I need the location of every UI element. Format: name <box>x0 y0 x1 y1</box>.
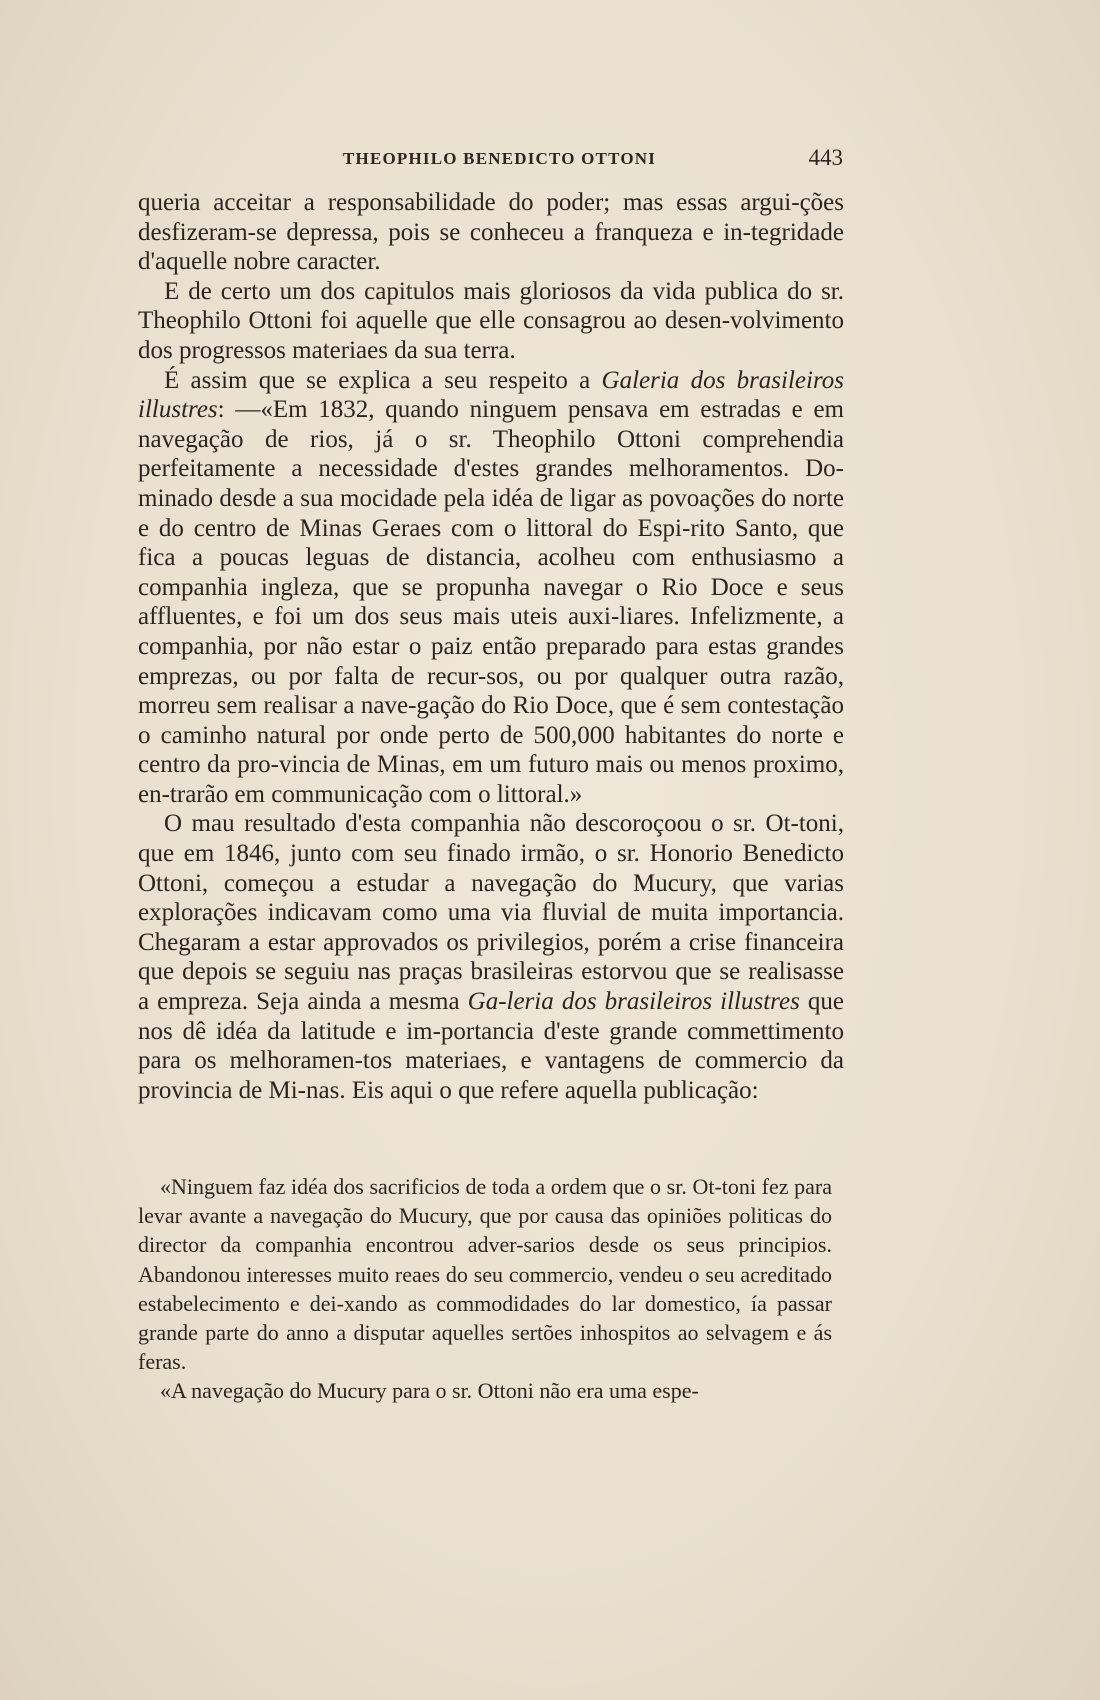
quote-paragraph-1: «Ninguem faz idéa dos sacrificios de toda a ordem que o sr. Ot-toni fez para levar avante a navegação do Mucury, que por causa das opiniões politicas do director da companhia encontrou adver-sarios desde os seus principios. Abandonou interesses muito reaes do seu commercio, vendeu o seu acreditado estabelecimento e dei-xando as commodidades do lar domestico, ía passar grande parte do anno a disputar aquelles sertões inhospitos ao selvagem e ás feras. <box>138 1174 832 1375</box>
paragraph-4 <box>138 809 844 1105</box>
paragraph-4-text-b: que nos dê idéa da latitude e im-portancia d'este grande commettimento para os melhoramen-tos materiaes, e vantagens de commercio da provincia de Mi-nas. Eis aqui o que refere aquella publicação: <box>138 988 844 1104</box>
running-title: THEOPHILO BENEDICTO OTTONI <box>343 149 657 168</box>
page-number: 443 <box>808 145 843 170</box>
paragraph-3 <box>138 366 844 810</box>
paragraph-4-text-a: O mau resultado d'esta companhia não descoroçoou o sr. Ot-toni, que em 1846, junto com seu finado irmão, o sr. Honorio Benedicto Ottoni, começou a estudar a navegação do Mucury, que varias explorações indicavam como uma via fluvial de muita importancia. Chegaram a estar approvados os privilegios, porém a crise financeira que depois se seguiu nas praças brasileiras estorvou que se realisasse a empreza. Seja ainda a mesma <box>138 810 844 1016</box>
main-text <box>138 188 844 1105</box>
paragraph-1: queria acceitar a responsabilidade do poder; mas essas argui-ções desfizeram-se depressa, pois se conheceu a franqueza e in-tegridade d'aquelle nobre caracter. <box>138 189 844 276</box>
block-quote <box>138 1172 832 1406</box>
paragraph-3-italic-title: Galeria dos brasileiros illustres <box>138 366 844 424</box>
quote-paragraph-2: «A navegação do Mucury para o sr. Ottoni não era uma espe- <box>160 1378 699 1404</box>
paragraph-3-text-a: É assim que se explica a seu respeito a <box>164 366 602 394</box>
paragraph-3-text-b: : —«Em 1832, quando ninguem pensava em estradas e em navegação de rios, já o sr. Theophilo Ottoni comprehendia perfeitamente a necessidade d'estes grandes melhoramentos. Do-minado desde a sua mocidade pela idéa de ligar as povoações do norte e do centro de Minas Geraes com o littoral do Espi-rito Santo, que fica a poucas leguas de distancia, acolheu com enthusiasmo a companhia ingleza, que se propunha navegar o Rio Doce e seus affluentes, e foi um dos seus mais uteis auxi-liares. Infelizmente, a companhia, por não estar o paiz então preparado para estas grandes emprezas, ou por falta de recur-sos, ou por qualquer outra razão, morreu sem realisar a nave-gação do Rio Doce, que é sem contestação o caminho natural por onde perto de 500,000 habitantes do norte e centro da pro-vincia de Minas, em um futuro mais ou menos proximo, en-trarão em communicação com o littoral.» <box>138 396 844 808</box>
paragraph-4-italic-title: Ga-leria dos brasileiros illustres <box>467 988 800 1016</box>
paragraph-2: E de certo um dos capitulos mais gloriosos da vida publica do sr. Theophilo Ottoni foi aquelle que elle consagrou ao desen-volvimento dos progressos materiaes da sua terra. <box>138 277 844 364</box>
running-head <box>143 145 843 175</box>
